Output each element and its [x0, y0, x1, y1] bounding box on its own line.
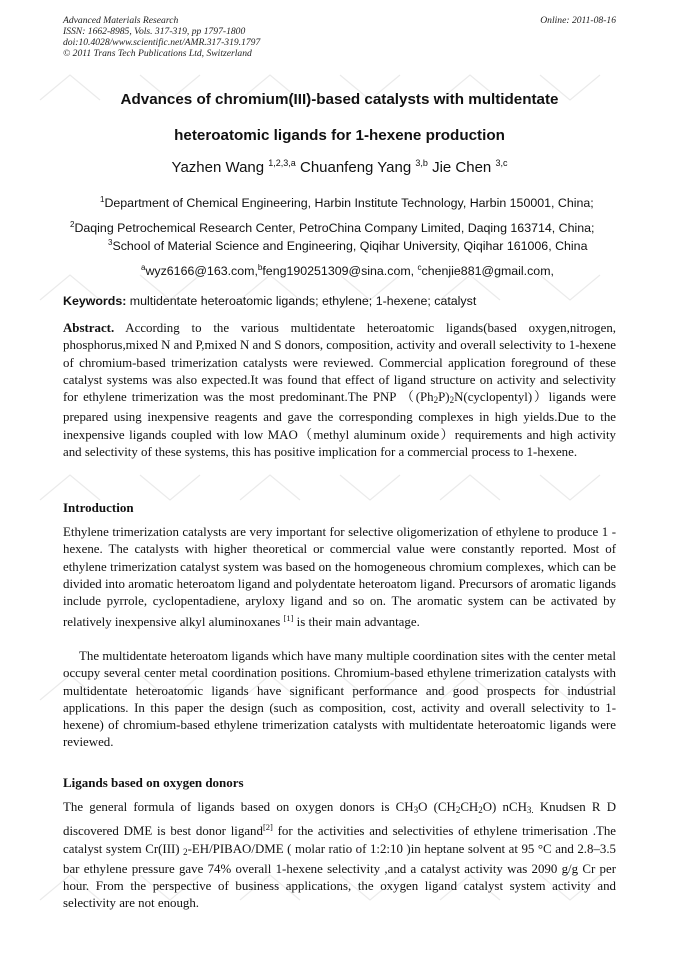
subscript: 2	[183, 846, 188, 857]
body-text: is their main advantage.	[293, 615, 420, 630]
body-text: The general formula of ligands based on oxygen donors is CH	[63, 800, 414, 814]
body-text: CH	[460, 800, 479, 814]
author-superscript: 3,c	[495, 158, 508, 168]
citation-ref[interactable]: [1]	[283, 613, 294, 624]
affiliation-marker: 1	[100, 195, 105, 204]
online-date: Online: 2011-08-16	[540, 15, 616, 26]
abstract-text: According to the various multidentate heteroatomic ligands(based oxygen,nitrogen, phosphorus,mixed N and P,mixed N and S donors, composition, activity and overall selectivity to 1-hexene of chromium-based trimerization catalysts were reviewed. Commercial application foreground of these catalyst systems was also expected.It was found that effect of ligand structure on activity and selectivity for ethylene trimerization was the most predominant.The PNP （(Ph	[63, 321, 616, 405]
journal-header	[63, 15, 616, 59]
affiliation-1	[100, 195, 594, 210]
body-text: -EH/PIBAO/DME ( molar ratio of 1:2:10 )in heptane solvent at 95 °C and 2.8–3.5 bar ethylene pressure gave 74% overall 1-hexene selectivity ,and a catalyst activity was 2090 g/g Cr per hour. From the perspective of business applications, the oxygen ligand catalyst system activity and selectivity are not enough.	[63, 841, 617, 911]
subscript: 2	[478, 805, 483, 815]
copyright-line: © 2011 Trans Tech Publications Ltd, Switzerland	[63, 48, 252, 59]
body-text: O (CH	[418, 800, 456, 814]
affiliation-text: Daqing Petrochemical Research Center, PetroChina Company Limited, Daqing 163714, China;	[74, 221, 595, 235]
author-superscript: 1,2,3,a	[268, 158, 296, 168]
abstract-text: P)	[438, 390, 450, 405]
email-link[interactable]: chenjie881@gmail.com,	[421, 264, 554, 278]
body-text: Ethylene trimerization catalysts are very important for selective oligomerization of ethylene to produce 1 - hexene. The catalysts with higher theoretical or commercial value were constantly reported. Most of ethylene trimerization catalyst system was based on the homogeneous chromium complexes, which can be divided into aromatic heteroatom ligand and polydentate heteroatom ligand. Precursors of aromatic ligands include pyrrole, cyclopentadiene, aryloxy ligand and so on. The aromatic system can be activated by relatively inexpensive alkyl aluminoxanes	[63, 525, 616, 630]
author-list	[63, 158, 616, 176]
author-name: Chuanfeng Yang	[299, 159, 412, 176]
author-name: Yazhen Wang	[171, 159, 265, 176]
email-marker: a	[141, 263, 146, 272]
author-superscript: 3,b	[415, 158, 428, 168]
doi-line: doi:10.4028/www.scientific.net/AMR.317-319.1797	[63, 37, 261, 48]
author-emails	[141, 263, 554, 278]
email-link[interactable]: feng190251309@sina.com,	[262, 264, 418, 278]
subscript: 2	[433, 395, 439, 406]
introduction-paragraph-1	[63, 524, 616, 632]
email-marker: b	[257, 263, 263, 272]
citation-ref[interactable]: [2]	[262, 822, 273, 833]
body-text: The multidentate heteroatom ligands which have many multiple coordination sites with the center metal occupy several center metal coordination positions. Chromium-based ethylene trimerization catalysts with multidentate heteroatomic ligands have significant performance and good prospects for industrial applications. In this paper the design (such as composition, cost, activity and overall selectivity to 1-hexene) of chromium-based ethylene trimerization catalysts with multidentate heteroatomic ligands were reviewed.	[63, 649, 616, 750]
keywords-label: Keywords:	[63, 294, 127, 308]
keywords-line	[63, 294, 616, 308]
affiliation-text: School of Material Science and Engineering, Qiqihar University, Qiqihar 161006, China	[112, 239, 588, 253]
abstract-paragraph	[63, 320, 616, 461]
body-text: Knudsen R D discovered DME is best donor ligand	[63, 800, 617, 839]
section-heading-oxygen-ligands: Ligands based on oxygen donors	[63, 775, 244, 790]
subscript: 2	[449, 395, 455, 406]
email-marker: c	[417, 263, 422, 272]
section-heading-introduction: Introduction	[63, 500, 134, 515]
author-name: Jie Chen	[432, 159, 492, 176]
affiliation-marker: 2	[70, 220, 75, 229]
affiliation-text: Department of Chemical Engineering, Harbin Institute Technology, Harbin 150001, China;	[104, 196, 594, 210]
body-text: O) nCH	[482, 800, 527, 814]
affiliation-3	[108, 238, 587, 253]
subscript: 2	[455, 805, 461, 815]
introduction-paragraph-2	[63, 648, 616, 752]
paper-title-line-2: heteroatomic ligands for 1-hexene production	[174, 127, 505, 144]
journal-name: Advanced Materials Research	[63, 15, 179, 26]
affiliation-marker: 3	[108, 238, 113, 247]
affiliation-2	[70, 220, 594, 235]
email-link[interactable]: wyz6166@163.com,	[145, 264, 258, 278]
abstract-text: N(cyclopentyl)）ligands were prepared using inexpensive reagents and gave the corresponding complexes in high yields.Due to the inexpensive ligands coupled with low MAO（methyl aluminum oxide）requirements and high activity and selectivity of these systems, this has positive implication for a commercial process to 1-hexene.	[63, 390, 616, 460]
oxygen-ligands-paragraph	[63, 799, 616, 913]
subscript: 3	[413, 805, 419, 815]
abstract-label: Abstract.	[63, 321, 115, 335]
subscript: 3.	[526, 805, 534, 815]
issn-line: ISSN: 1662-8985, Vols. 317-319, pp 1797-1800	[63, 26, 246, 37]
paper-title-line-1: Advances of chromium(III)-based catalysts with multidentate	[120, 91, 559, 108]
body-text: for the activities and selectivities of ethylene trimerisation .The catalyst system Cr(III)	[63, 824, 616, 856]
keywords-text: multidentate heteroatomic ligands; ethylene; 1-hexene; catalyst	[126, 294, 477, 308]
